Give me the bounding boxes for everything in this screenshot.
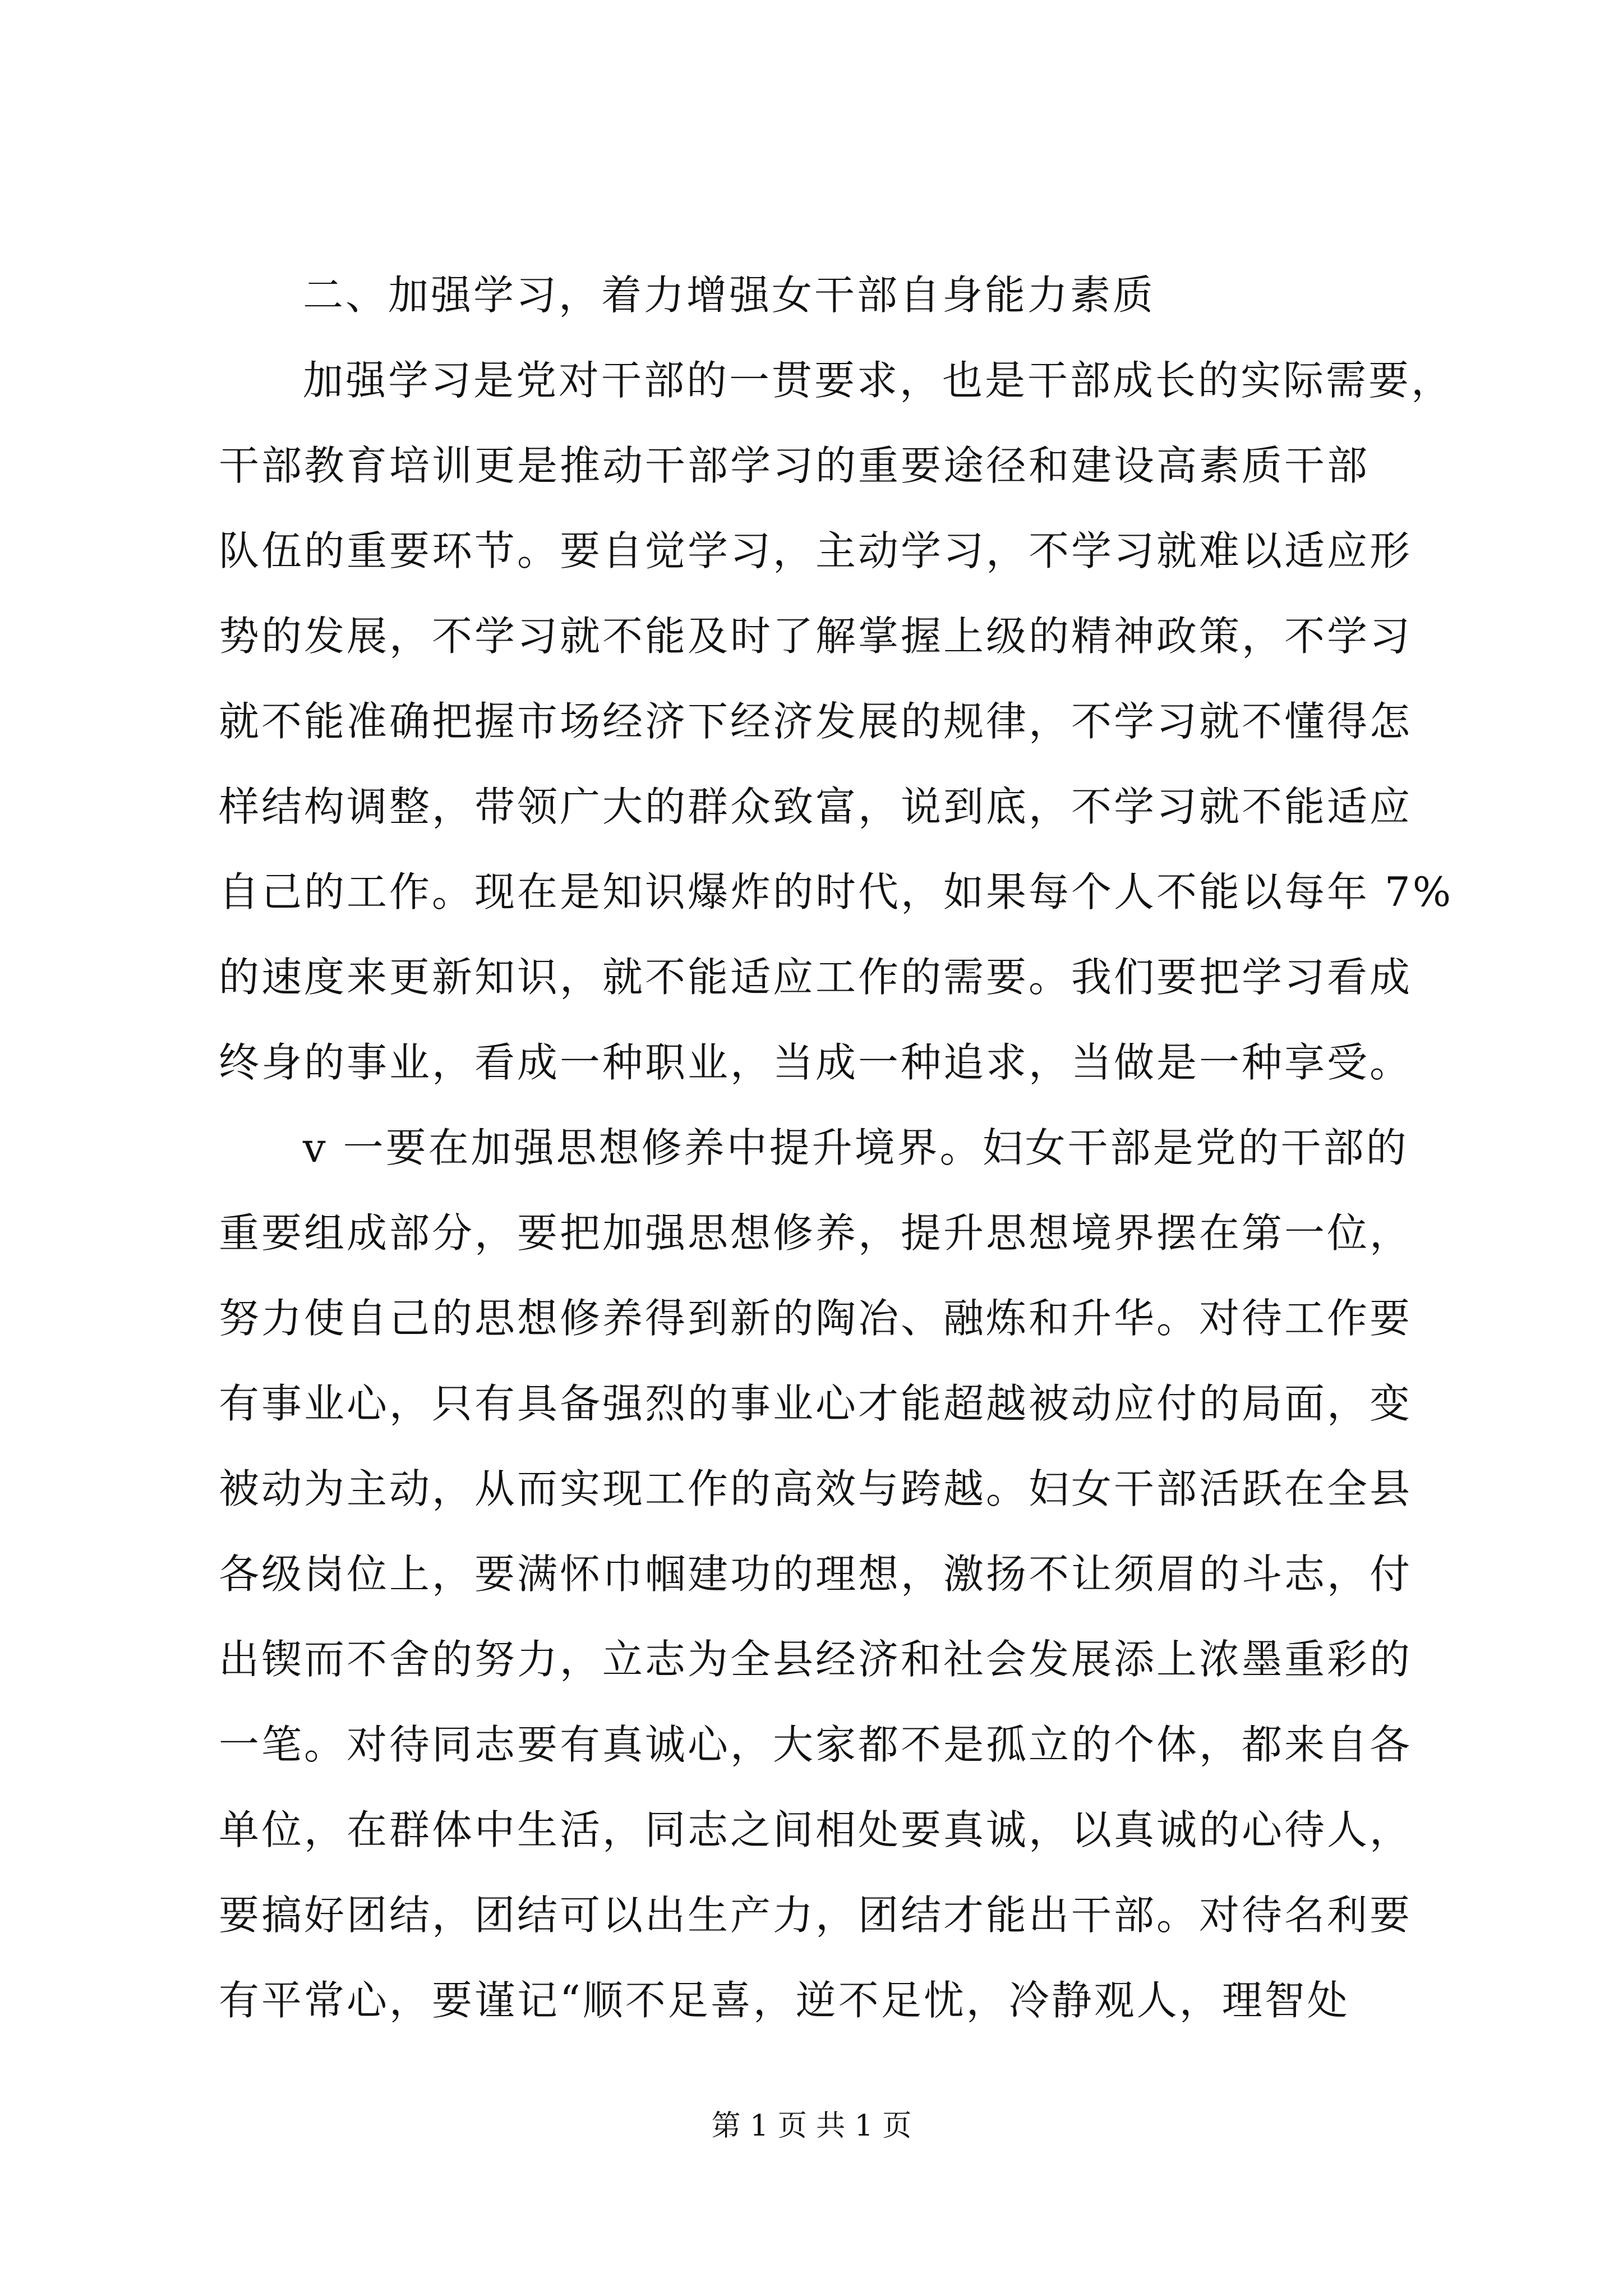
paragraph-1-line-1: 加强学习是党对干部的一贯要求，也是干部成长的实际需要，: [303, 357, 1454, 404]
paragraph-1-line-9: 终身的事业，看成一种职业，当成一种追求，当做是一种享受。: [219, 1039, 1413, 1086]
paragraph-1-line-8: 的速度来更新知识，就不能适应工作的需要。我们要把学习看成: [219, 954, 1413, 1001]
paragraph-2-line-6: 各级岗位上，要满怀巾帼建功的理想，激扬不让须眉的斗志，付: [219, 1550, 1413, 1598]
paragraph-1-line-3: 队伍的重要环节。要自觉学习，主动学习，不学习就难以适应形: [219, 527, 1413, 574]
paragraph-2-line-2: 重要组成部分，要把加强思想修养，提升思想境界摆在第一位，: [219, 1209, 1413, 1257]
paragraph-2-line-7: 出锲而不舍的努力，立志为全县经济和社会发展添上浓墨重彩的: [219, 1636, 1413, 1683]
section-heading: 二、加强学习，着力增强女干部自身能力素质: [303, 272, 1156, 319]
page-footer: 第 1 页 共 1 页: [711, 2109, 912, 2143]
paragraph-1-line-4: 势的发展，不学习就不能及时了解掌握上级的精神政策，不学习: [219, 613, 1413, 660]
paragraph-2-line-9: 单位，在群体中生活，同志之间相处要真诚，以真诚的心待人，: [219, 1806, 1413, 1853]
paragraph-2-line-10: 要搞好团结，团结可以出生产力，团结才能出干部。对待名利要: [219, 1892, 1413, 1939]
paragraph-1-line-7: 自己的工作。现在是知识爆炸的时代，如果每个人不能以每年 7%: [219, 868, 1454, 915]
paragraph-1-line-6: 样结构调整，带领广大的群众致富，说到底，不学习就不能适应: [219, 783, 1413, 830]
paragraph-2-line-1: v 一要在加强思想修养中提升境界。妇女干部是党的干部的: [303, 1124, 1409, 1171]
paragraph-2-line-11: 有平常心，要谨记“顺不足喜，逆不足忧，冷静观人，理智处: [219, 1977, 1350, 2024]
paragraph-2-line-8: 一笔。对待同志要有真诚心，大家都不是孤立的个体，都来自各: [219, 1721, 1413, 1768]
paragraph-1-line-5: 就不能准确把握市场经济下经济发展的规律，不学习就不懂得怎: [219, 698, 1413, 745]
paragraph-1-line-2: 干部教育培训更是推动干部学习的重要途径和建设高素质干部: [219, 442, 1370, 489]
body-text: [219, 252, 1454, 2043]
paragraph-2-line-5: 被动为主动，从而实现工作的高效与跨越。妇女干部活跃在全县: [219, 1465, 1413, 1512]
paragraph-2-line-3: 努力使自己的思想修养得到新的陶冶、融炼和升华。对待工作要: [219, 1295, 1413, 1342]
paragraph-2-line-4: 有事业心，只有具备强烈的事业心才能超越被动应付的局面，变: [219, 1380, 1413, 1427]
